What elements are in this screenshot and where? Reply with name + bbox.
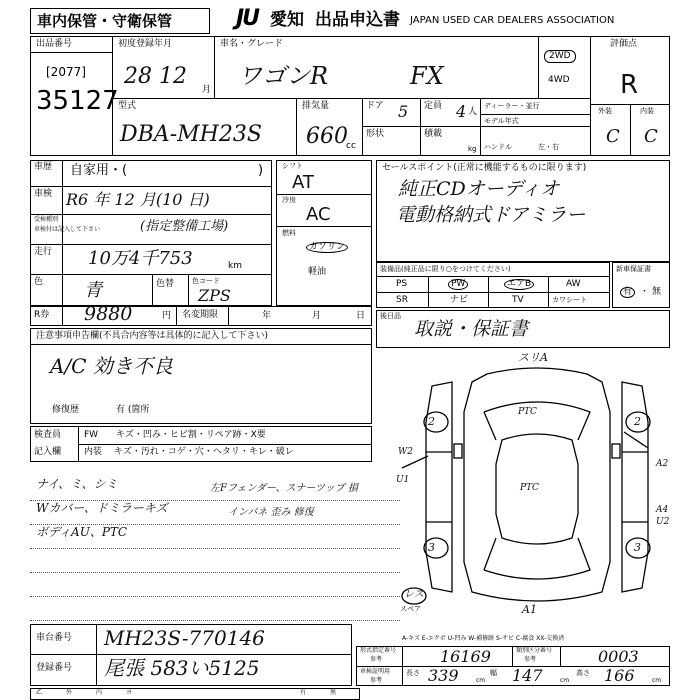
mileage-label: 走行 xyxy=(34,247,53,257)
chassis-label: 車台番号 xyxy=(36,633,73,643)
spare-mark: レス xyxy=(404,589,424,600)
exterior-score: C xyxy=(606,126,620,147)
warranty-label: 新車保証書 xyxy=(616,265,651,273)
footer-1: 乙 xyxy=(36,689,43,696)
receipt-label: 受検種別 xyxy=(34,216,59,223)
doors-value: 5 xyxy=(398,102,409,121)
fuel-label: 燃料 xyxy=(282,229,296,237)
ref-label-1: 参考 xyxy=(370,656,383,663)
repair-value: 有 (箇所 xyxy=(116,405,150,415)
ref-label-3: 参考 xyxy=(370,677,383,684)
height-label: 高さ xyxy=(576,669,590,677)
warranty-yes: 有 xyxy=(620,287,635,298)
fw-label: FW xyxy=(84,430,99,440)
mark-a4: A4 xyxy=(656,505,669,515)
fuel-gasoline: ガソリン xyxy=(306,242,348,253)
seats-label: 定員 xyxy=(424,101,443,111)
mark-a2: A2 xyxy=(656,459,669,469)
footer-3: 内 xyxy=(96,689,103,696)
selling-label: セールスポイント(正常に機能するものに限ります) xyxy=(382,163,587,173)
month-suffix: 月 xyxy=(202,85,212,95)
displacement-label: 排気量 xyxy=(302,101,330,111)
option-navi: ナビ xyxy=(450,295,469,305)
mark-u1: U1 xyxy=(396,475,410,485)
footer-6: 無 xyxy=(330,689,337,696)
comment-1: ナイ、ミ、シミ xyxy=(36,477,118,491)
history-label: 車歴 xyxy=(34,162,53,172)
name-change-label: 名変期限 xyxy=(182,310,219,320)
chassis-value: MH23S-770146 xyxy=(104,626,265,650)
grade-value: FX xyxy=(410,62,444,90)
km-unit: km xyxy=(228,261,242,271)
history-value: 自家用・( xyxy=(70,163,128,178)
mark-w2: W2 xyxy=(398,447,413,457)
selling-line-1: 純正CDオーディオ xyxy=(398,178,560,200)
mark-3-left: 3 xyxy=(428,541,435,554)
model-name-label: 車名・グレード xyxy=(220,39,284,49)
storage-box xyxy=(30,8,210,34)
color-code-value: ZPS xyxy=(198,286,231,305)
drive-2wd: 2WD xyxy=(544,50,576,63)
mileage-value: 10万4千753 xyxy=(88,248,193,269)
shift-value: AT xyxy=(292,172,314,193)
length-value: 339 xyxy=(428,666,459,685)
first-reg-value: 28 12 xyxy=(124,64,187,89)
diagram-bottom-label: A1 xyxy=(522,603,537,616)
cm-unit-1: cm xyxy=(476,677,486,684)
inspection-value: R6 年 12 月(10 日) xyxy=(66,190,210,209)
recycle-value: 9880 xyxy=(84,303,133,325)
option-leather: カワシート xyxy=(552,296,587,304)
dealer-label: ディーラー・並行 xyxy=(484,102,540,110)
option-aw: AW xyxy=(566,279,581,289)
cm-unit-2: cm xyxy=(560,677,570,684)
height-value: 166 xyxy=(604,666,635,685)
shape-cert-label: 形式指定番号 xyxy=(360,647,397,654)
model-year-label: モデル年式 xyxy=(484,117,519,125)
model-code-label: 型式 xyxy=(118,101,137,111)
interior-checklist: キズ・汚れ・コゲ・穴・ヘタリ・キレ・破レ xyxy=(114,447,294,457)
cert-label: 車検証明用 xyxy=(360,668,391,675)
recycle-label: R券 xyxy=(34,310,50,320)
length-label: 長さ xyxy=(406,669,420,677)
storage-title: 車内保管・守衛保管 xyxy=(37,12,173,30)
option-pw: PW xyxy=(448,279,468,290)
mark-3-right: 3 xyxy=(634,541,641,554)
damage-legend: A-キズ E-エクボ U-凹み W-補修跡 S-サビ C-腐食 XX-交換済 xyxy=(402,635,565,642)
kg-unit: kg xyxy=(468,145,477,153)
comment-3: ボディAU、PTC xyxy=(36,525,128,539)
notice-label: 注意事項申告欄(不具合内容等は具体的に記入して下さい) xyxy=(36,331,269,341)
score-label: 評価点 xyxy=(610,39,638,49)
documents-value: 取説・保証書 xyxy=(414,318,529,340)
option-ps: PS xyxy=(396,279,408,289)
nc-month: 月 xyxy=(312,311,322,321)
registration-label: 登録番号 xyxy=(36,663,73,673)
ju-logo: JU xyxy=(236,6,259,31)
notice-value: A/C 効き不良 xyxy=(50,354,173,378)
lot-bracket: [2077] xyxy=(46,65,86,79)
yen-unit: 円 xyxy=(162,311,172,321)
nc-day: 日 xyxy=(356,311,366,321)
ref-label-2: 参考 xyxy=(524,656,537,663)
ptc-center: PTC xyxy=(520,483,539,493)
class-label: 類別区分番号 xyxy=(516,647,553,654)
load-label: 積載 xyxy=(424,129,443,139)
mark-2-right: 2 xyxy=(634,415,641,428)
cc-unit: cc xyxy=(346,141,356,151)
color-code-label: 色コード xyxy=(192,277,220,285)
interior-score: C xyxy=(644,126,658,147)
color-change-label: 色替 xyxy=(156,279,175,289)
org-name: 愛知 xyxy=(270,10,304,30)
documents-label: 後日品 xyxy=(380,312,401,320)
drive-4wd: 4WD xyxy=(548,75,570,85)
interior-label: 内装 xyxy=(640,107,654,115)
footer-2: 外 xyxy=(66,689,73,696)
association-name: JAPAN USED CAR DEALERS ASSOCIATION xyxy=(410,15,615,26)
model-code-value: DBA-MH23S xyxy=(120,122,262,147)
interior-checklist-label: 内装 xyxy=(84,447,103,457)
nc-year: 年 xyxy=(262,311,272,321)
model-name-value: ワゴンR xyxy=(238,62,329,90)
comment-2: Wカバー、ドミラーキズ xyxy=(36,501,168,515)
inspection-label: 車検 xyxy=(34,189,53,199)
receipt-note: 車検付は記入して下さい xyxy=(34,226,101,233)
width-label: 幅 xyxy=(490,669,497,677)
seats-value: 4 xyxy=(456,102,467,121)
handle-label: ハンドル xyxy=(484,143,512,151)
selling-line-2: 電動格納式ドアミラー xyxy=(396,204,586,226)
exterior-checklist: キズ・凹み・ヒビ割・リペア跡・X要 xyxy=(116,430,266,440)
mark-2-left: 2 xyxy=(428,415,435,428)
spare-label: スペア xyxy=(400,605,421,613)
footer-row xyxy=(30,688,360,700)
option-sr: SR xyxy=(396,295,408,305)
width-value: 147 xyxy=(512,666,543,685)
exterior-label: 外装 xyxy=(598,107,612,115)
comment-5: インパネ 歪み 修復 xyxy=(228,507,314,518)
repair-label: 修復歴 xyxy=(52,405,80,415)
options-label: 装備品(純正品に限り○をつけてください) xyxy=(380,265,511,273)
fuel-diesel: 軽油 xyxy=(308,267,327,277)
class-value: 0003 xyxy=(598,647,639,666)
footer-5: 有 xyxy=(300,689,307,696)
first-reg-label: 初度登録年月 xyxy=(118,39,173,49)
inspector-label: 検査員 xyxy=(34,430,62,440)
color-value: 青 xyxy=(84,280,102,301)
displacement-value: 660 xyxy=(306,124,348,149)
history-close: ) xyxy=(258,163,264,178)
footer-4: ヨ xyxy=(126,689,133,696)
score-value: R xyxy=(620,70,639,100)
cm-unit-3: cm xyxy=(652,677,662,684)
remarks-label: 記入欄 xyxy=(34,447,62,457)
handle-options: 左・右 xyxy=(538,143,559,151)
aircon-label: 冷房 xyxy=(282,196,296,204)
lot-number: 35127 xyxy=(36,86,119,116)
option-tv: TV xyxy=(512,295,524,305)
seats-unit: 人 xyxy=(468,107,478,117)
warranty-dot: ・ xyxy=(640,287,650,297)
registration-value: 尾張 583い5125 xyxy=(104,656,260,680)
aircon-value: AC xyxy=(306,204,331,225)
receipt-value: (指定整備工場) xyxy=(140,219,229,234)
warranty-no: 無 xyxy=(652,287,662,297)
shape-cert-value: 16169 xyxy=(440,647,491,666)
form-title: 出品申込書 xyxy=(315,10,400,30)
doors-label: ドア xyxy=(366,101,384,111)
comment-4: 左Fフェンダー、スナーツップ 損 xyxy=(210,483,358,494)
ptc-roof: PTC xyxy=(518,407,537,417)
color-label: 色 xyxy=(34,277,44,287)
shift-label: シフト xyxy=(282,162,303,170)
mark-u2: U2 xyxy=(656,517,670,527)
option-airbag: エアB xyxy=(504,279,534,290)
lot-number-label: 出品番号 xyxy=(36,39,73,49)
diagram-top-label: スリA xyxy=(518,351,548,364)
shape-label: 形状 xyxy=(366,129,385,139)
